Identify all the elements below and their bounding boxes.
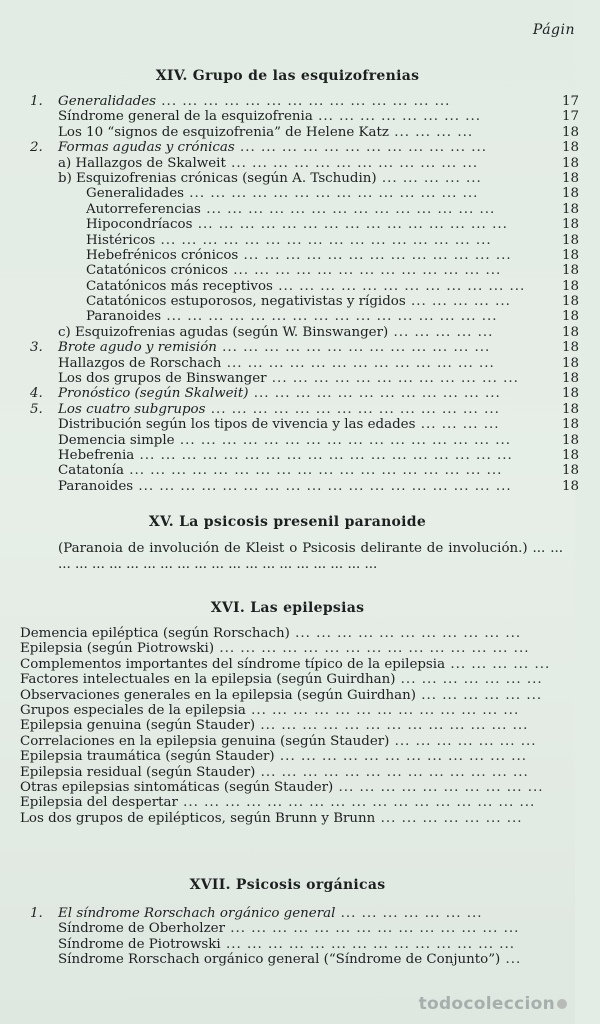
toc-entry-title: Hallazgos de Rorschach bbox=[58, 355, 222, 371]
toc-entry-number: 1. bbox=[30, 906, 43, 921]
toc-entry-leader-dots: ... ... ... ... ... ... ... ... ... ... ... ... bbox=[274, 749, 527, 765]
toc-entry-leader-dots: ... ... ... ... ... ... ... ... ... ... ... ... ... bbox=[255, 764, 529, 780]
toc-entry bbox=[0, 795, 600, 810]
toc-entry-leader-dots: ... ... ... ... ... ... ... ... ... ... ... ... ... ... ... ... bbox=[155, 232, 492, 248]
toc-entry bbox=[0, 921, 600, 936]
toc-entry bbox=[0, 780, 600, 795]
toc-entry-title: Los 10 “signos de esquizofrenia” de Helene Katz bbox=[58, 124, 389, 140]
toc-entry bbox=[0, 952, 600, 967]
toc-entry-page-number: 18 bbox=[562, 309, 580, 325]
toc-entry-title: Epilepsia traumática (según Stauder) bbox=[20, 749, 275, 765]
toc-entry bbox=[0, 718, 600, 733]
toc-entry-title: Brote agudo y remisión bbox=[58, 340, 217, 356]
toc-entry-leader-dots: ... ... ... ... ... ... ... ... bbox=[312, 109, 482, 125]
toc-entry-leader-dots: ... ... ... ... ... ... ... ... ... ... ... ... ... bbox=[245, 702, 520, 718]
toc-entry bbox=[0, 386, 600, 401]
toc-entry-title: Síndrome de Oberholzer bbox=[58, 921, 225, 937]
toc-entry-title: Paranoides bbox=[86, 309, 162, 325]
toc-entry-number: 3. bbox=[30, 340, 43, 356]
toc-entry-title: c) Esquizofrenias agudas (según W. Binswanger) bbox=[58, 324, 389, 340]
toc-entry-page-number: 18 bbox=[562, 340, 580, 356]
toc-entry-number: 5. bbox=[30, 401, 43, 417]
toc-entry-title: Histéricos bbox=[86, 232, 156, 248]
toc-entry bbox=[0, 263, 600, 278]
toc-entry-title: Síndrome general de la esquizofrenia bbox=[58, 109, 313, 125]
toc-entry-leader-dots: ... ... ... ... ... ... bbox=[416, 687, 543, 703]
toc-entry-page-number: 18 bbox=[562, 417, 580, 433]
toc-entry-title: Hipocondríacos bbox=[86, 217, 193, 233]
toc-entry-title: Distribución según los tipos de vivencia y las edades bbox=[58, 417, 416, 433]
toc-entry-leader-dots: ... ... ... ... ... ... ... ... ... ... bbox=[333, 779, 544, 795]
toc-entry-title: Catatónicos crónicos bbox=[86, 263, 228, 279]
toc-entry-leader-dots: ... ... ... ... ... ... ... ... ... ... ... ... ... ... bbox=[156, 94, 451, 109]
toc-entry-leader-dots: ... ... ... ... ... ... ... ... ... ... ... ... bbox=[266, 371, 519, 387]
toc-entry-page-number: 18 bbox=[562, 447, 580, 463]
toc-entry-title: Síndrome Rorschach orgánico general (“Síndrome de Conjunto”) bbox=[58, 952, 501, 968]
toc-entry-title: Epilepsia genuina (según Stauder) bbox=[20, 718, 256, 734]
toc-entry-title: Autorreferencias bbox=[86, 201, 201, 217]
toc-entry-title: Catatónicos más receptivos bbox=[86, 278, 273, 294]
toc-entry-page-number: 18 bbox=[562, 155, 580, 171]
toc-entry-leader-dots: ... ... ... ... ... bbox=[388, 324, 494, 340]
toc-entry bbox=[0, 417, 600, 432]
toc-entry-leader-dots: ... bbox=[500, 952, 522, 968]
toc-entry-page-number: 18 bbox=[562, 186, 580, 202]
toc-entry-title: Formas agudas y crónicas bbox=[58, 140, 235, 156]
toc-entry-title: Generalidades bbox=[58, 94, 157, 109]
toc-entry-title: Hebefrénicos crónicos bbox=[86, 247, 239, 263]
toc-entry bbox=[0, 479, 600, 494]
toc-entry-page-number: 18 bbox=[562, 294, 580, 310]
toc-entry-title: Epilepsia residual (según Stauder) bbox=[20, 764, 256, 780]
toc-entry bbox=[0, 626, 600, 641]
toc-entry-leader-dots: ... ... ... ... bbox=[415, 417, 500, 433]
toc-entry-leader-dots: ... ... ... ... ... ... ... ... ... ... ... ... ... ... bbox=[184, 186, 479, 202]
toc-entry-leader-dots: ... ... ... ... ... ... ... ... ... ... ... ... ... ... bbox=[200, 201, 496, 217]
toc-entry bbox=[0, 202, 600, 217]
toc-entry bbox=[0, 109, 600, 124]
toc-entry-page-number: 18 bbox=[562, 371, 580, 387]
toc-entry-leader-dots: ... ... ... ... ... ... ... ... ... ... ... ... ... ... ... ... ... bbox=[177, 795, 536, 811]
toc-entry bbox=[0, 657, 600, 672]
toc-entry-page-number: 18 bbox=[562, 463, 580, 479]
toc-entry bbox=[0, 156, 600, 171]
toc-entry-page-number: 18 bbox=[562, 478, 580, 494]
watermark-dot-icon bbox=[557, 999, 567, 1009]
toc-entry-title: El síndrome Rorschach orgánico general bbox=[58, 906, 336, 921]
toc-entry-title: Paranoides bbox=[58, 478, 134, 494]
toc-entry-page-number: 18 bbox=[562, 386, 580, 402]
toc-entry bbox=[0, 140, 600, 155]
toc-entry-leader-dots: ... ... ... ... ... ... ... ... ... ... ... ... ... ... ... ... ... ... bbox=[134, 447, 513, 463]
toc-entry-leader-dots: ... ... ... ... ... ... ... ... ... ... ... ... ... bbox=[255, 718, 529, 734]
toc-entry-number: 1. bbox=[30, 94, 43, 109]
toc-entry-title: Los cuatro subgrupos bbox=[58, 401, 206, 417]
toc-entry-page-number: 18 bbox=[562, 217, 580, 233]
toc-entry-leader-dots: ... ... ... ... ... ... ... bbox=[335, 906, 483, 921]
toc-entry bbox=[0, 765, 600, 780]
toc-entry-page-number: 18 bbox=[562, 432, 580, 448]
toc-entry-title: Epilepsia (según Piotrowski) bbox=[20, 641, 215, 657]
section-title-xvi: XVI. Las epilepsias bbox=[210, 600, 365, 616]
toc-entry-title: Epilepsia del despertar bbox=[20, 795, 178, 811]
toc-entry bbox=[0, 325, 600, 340]
toc-entry-leader-dots: ... ... ... ... ... ... ... ... ... ... ... ... bbox=[225, 155, 479, 171]
toc-entry-title: Generalidades bbox=[86, 186, 185, 202]
toc-entry-leader-dots: ... ... ... ... ... ... ... bbox=[389, 733, 537, 749]
toc-entry-leader-dots: ... ... ... ... ... ... ... bbox=[395, 672, 543, 688]
toc-entry bbox=[0, 937, 600, 952]
toc-entry-title: Correlaciones en la epilepsia genuina (según Stauder) bbox=[20, 733, 390, 749]
toc-entry-title: Complementos importantes del síndrome típico de la epilepsia bbox=[20, 656, 446, 672]
toc-entry bbox=[0, 171, 600, 186]
toc-entry-page-number: 18 bbox=[562, 140, 580, 156]
toc-entry-title: Grupos especiales de la epilepsia bbox=[20, 702, 246, 718]
toc-entry-leader-dots: ... ... ... ... ... ... ... ... ... ... ... ... ... bbox=[227, 263, 502, 279]
toc-entry-title: b) Esquizofrenias crónicas (según A. Tschudin) bbox=[58, 170, 377, 186]
toc-entry-leader-dots: ... ... ... ... ... ... ... ... ... ... ... ... ... bbox=[238, 247, 512, 263]
toc-entry-title: Los dos grupos de epilépticos, según Brunn y Brunn bbox=[20, 810, 376, 826]
toc-entry bbox=[0, 94, 600, 109]
watermark bbox=[419, 994, 567, 1014]
toc-entry-page-number: 18 bbox=[562, 324, 580, 340]
section-title-xv: XV. La psicosis presenil paranoide bbox=[148, 514, 427, 530]
toc-entry-leader-dots: ... ... ... ... ... ... ... ... ... ... ... ... bbox=[234, 140, 488, 156]
toc-entry bbox=[0, 340, 600, 355]
toc-entry-leader-dots: ... ... ... ... ... ... ... ... ... ... ... ... ... bbox=[216, 340, 491, 356]
toc-entry bbox=[0, 402, 600, 417]
watermark-text: todocoleccion bbox=[418, 994, 555, 1014]
toc-entry-leader-dots: ... ... ... ... ... ... ... ... ... ... ... ... ... ... bbox=[220, 936, 516, 952]
toc-entry-title: Demencia epiléptica (según Rorschach) bbox=[20, 626, 290, 641]
toc-entry-leader-dots: ... ... ... ... ... ... ... ... ... ... ... ... ... ... ... ... ... ... bbox=[123, 463, 503, 479]
section-title-xvii: XVII. Psicosis orgánicas bbox=[189, 877, 386, 893]
toc-entry-page-number: 18 bbox=[562, 401, 580, 417]
toc-entry-leader-dots: ... ... ... ... ... bbox=[405, 294, 511, 310]
toc-entry bbox=[0, 734, 600, 749]
section-title-xiv: XIV. Grupo de las esquizofrenias bbox=[155, 68, 420, 84]
toc-entry bbox=[0, 125, 600, 140]
toc-entry-leader-dots: ... ... ... ... ... ... ... ... ... ... ... ... ... ... bbox=[205, 401, 500, 417]
toc-entry bbox=[0, 356, 600, 371]
toc-entry-title: Otras epilepsias sintomáticas (según Stauder) bbox=[20, 779, 334, 795]
toc-entry bbox=[0, 217, 600, 232]
toc-entry bbox=[0, 233, 600, 248]
toc-entry-page-number: 18 bbox=[562, 124, 580, 140]
toc-entry-leader-dots: ... ... ... ... ... ... ... ... ... ... ... ... bbox=[248, 386, 501, 402]
toc-entry bbox=[0, 448, 600, 463]
toc-entry-leader-dots: ... ... ... ... ... ... ... ... ... ... ... ... bbox=[272, 278, 526, 294]
toc-entry-leader-dots: ... ... ... ... bbox=[388, 124, 474, 140]
toc-entry-page-number: 18 bbox=[562, 355, 580, 371]
toc-entry-title: Factores intelectuales en la epilepsia (según Guirdhan) bbox=[20, 672, 396, 688]
toc-list-xiv bbox=[0, 94, 600, 494]
toc-entry bbox=[0, 811, 600, 826]
toc-entry bbox=[0, 672, 600, 687]
toc-entry-leader-dots: ... ... ... ... ... ... ... ... ... ... ... ... ... ... ... ... bbox=[174, 432, 511, 448]
toc-entry-page-number: 18 bbox=[562, 247, 580, 263]
toc-entry-page-number: 18 bbox=[562, 278, 580, 294]
toc-entry-page-number: 18 bbox=[562, 232, 580, 248]
toc-entry bbox=[0, 371, 600, 386]
toc-list-xvii bbox=[0, 906, 600, 968]
toc-entry-leader-dots: ... ... ... ... ... ... ... ... ... ... ... bbox=[289, 626, 522, 641]
toc-entry-leader-dots: ... ... ... ... ... bbox=[376, 170, 482, 186]
toc-entry bbox=[0, 703, 600, 718]
toc-entry-title: Catatonía bbox=[58, 463, 124, 479]
toc-entry bbox=[0, 309, 600, 324]
page-header-label: Págin bbox=[532, 22, 575, 38]
toc-entry-title: Pronóstico (según Skalweit) bbox=[58, 386, 249, 402]
toc-entry-page-number: 18 bbox=[562, 201, 580, 217]
toc-entry-title: Demencia simple bbox=[58, 432, 175, 448]
toc-entry bbox=[0, 749, 600, 764]
toc-entry-title: Catatónicos estuporosos, negativistas y rígidos bbox=[86, 294, 406, 310]
toc-entry-page-number: 17 bbox=[562, 109, 580, 125]
toc-entry-leader-dots: ... ... ... ... ... ... ... ... ... ... ... ... ... ... ... ... ... ... bbox=[133, 478, 512, 494]
toc-entry-leader-dots: ... ... ... ... ... ... ... ... ... ... ... ... ... ... bbox=[224, 921, 520, 937]
toc-entry-page-number: 17 bbox=[562, 94, 580, 109]
toc-entry bbox=[0, 688, 600, 703]
toc-entry bbox=[0, 641, 600, 656]
toc-entry-title: Observaciones generales en la epilepsia (según Guirdhan) bbox=[20, 687, 416, 703]
toc-entry bbox=[0, 248, 600, 263]
section-paragraph-xv: (Paranoia de involución de Kleist o Psicosis delirante de involución.) ... ... ... ... ... ... ... ... ... ... ... ... ... ... ... ... ... ... ... ... ... bbox=[58, 541, 563, 572]
toc-entry-number: 4. bbox=[30, 386, 43, 402]
toc-entry-leader-dots: ... ... ... ... ... bbox=[445, 656, 551, 672]
toc-list-xvi bbox=[0, 626, 600, 826]
toc-entry-leader-dots: ... ... ... ... ... ... ... ... ... ... ... ... ... ... ... bbox=[192, 217, 508, 233]
toc-entry-leader-dots: ... ... ... ... ... ... ... bbox=[375, 810, 523, 826]
toc-entry bbox=[0, 279, 600, 294]
toc-entry bbox=[0, 463, 600, 478]
toc-entry-page-number: 18 bbox=[562, 263, 580, 279]
toc-entry-leader-dots: ... ... ... ... ... ... ... ... ... ... ... ... ... ... ... bbox=[214, 641, 530, 657]
toc-entry-page-number: 18 bbox=[562, 170, 580, 186]
toc-entry-title: Los dos grupos de Binswanger bbox=[58, 371, 267, 387]
toc-entry-leader-dots: ... ... ... ... ... ... ... ... ... ... ... ... ... bbox=[221, 355, 495, 371]
toc-entry-leader-dots: ... ... ... ... ... ... ... ... ... ... ... ... ... ... ... ... bbox=[161, 309, 498, 325]
toc-entry bbox=[0, 186, 600, 201]
toc-entry bbox=[0, 294, 600, 309]
toc-entry bbox=[0, 433, 600, 448]
toc-entry-title: Hebefrenia bbox=[58, 447, 135, 463]
toc-entry-title: a) Hallazgos de Skalweit bbox=[58, 155, 226, 171]
toc-entry-title: Síndrome de Piotrowski bbox=[58, 936, 221, 952]
toc-entry bbox=[0, 906, 600, 921]
toc-entry-number: 2. bbox=[30, 140, 43, 156]
